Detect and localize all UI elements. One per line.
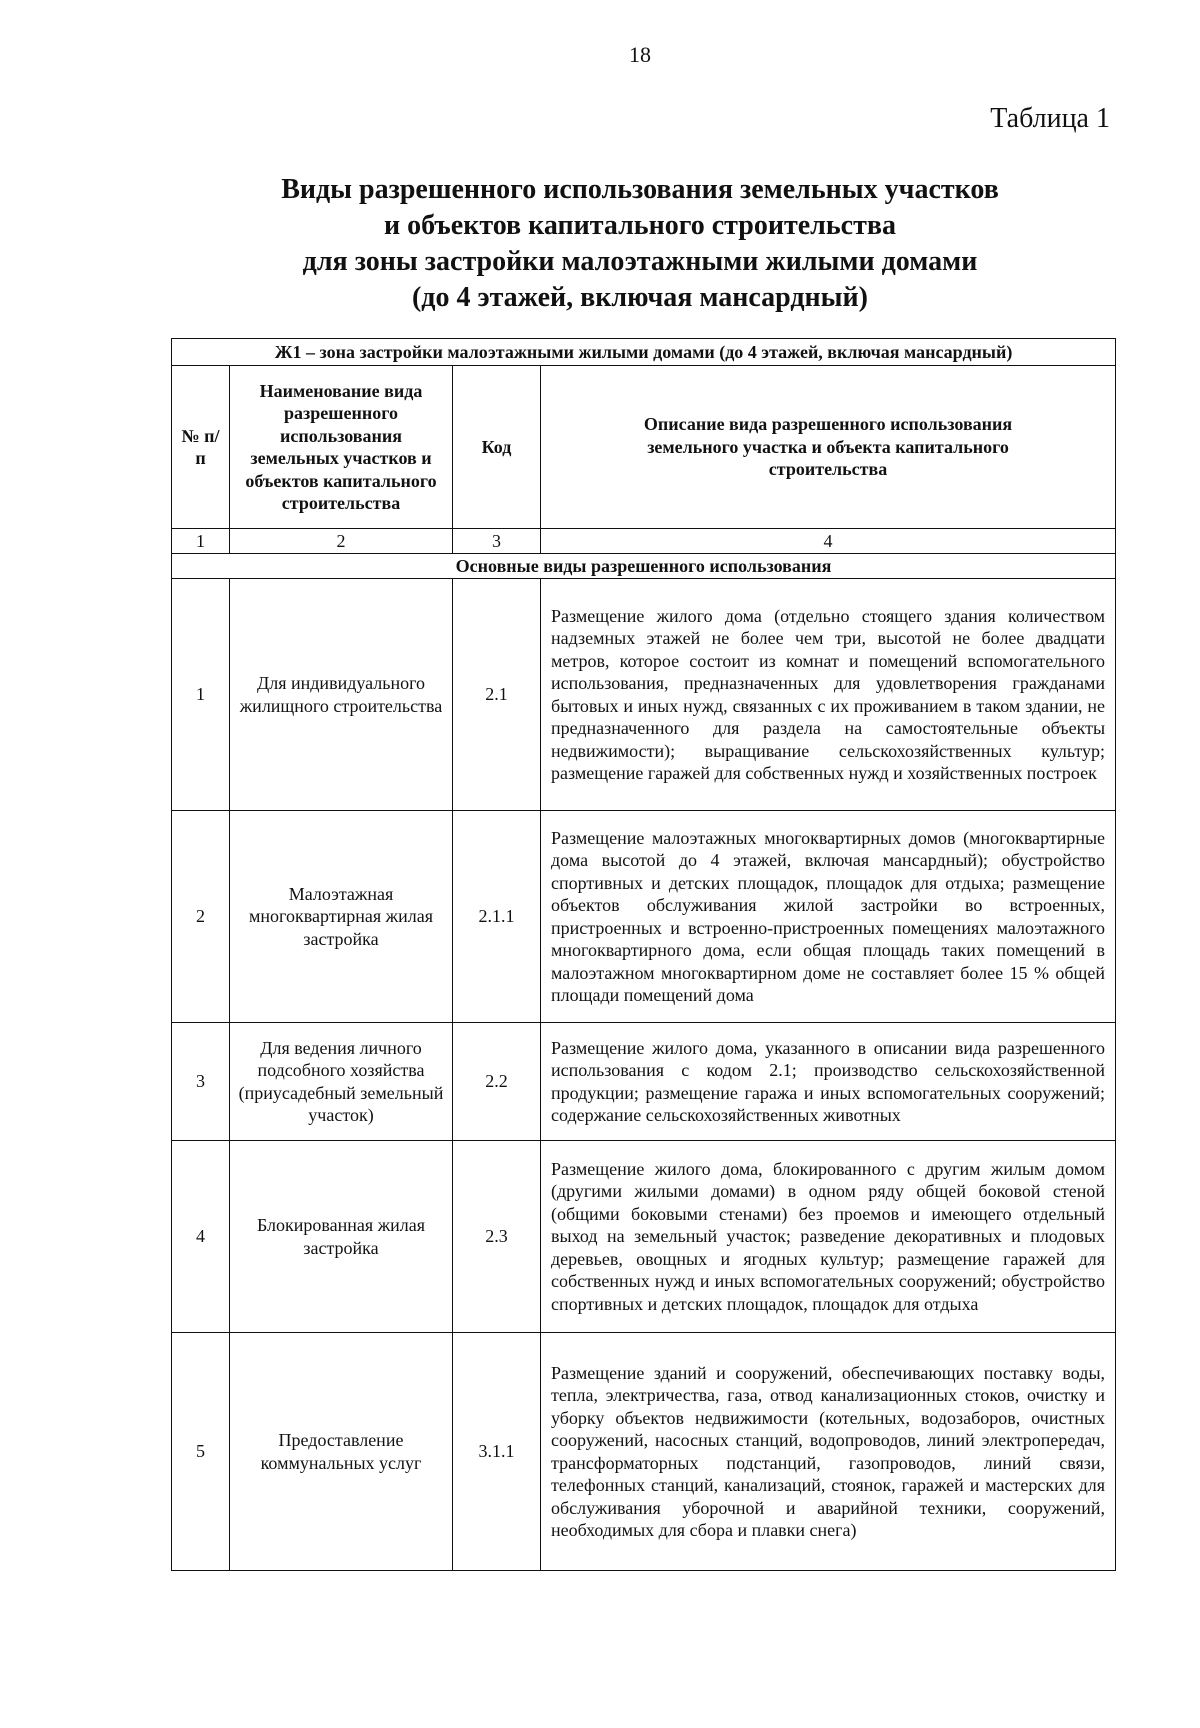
header-code: Код — [453, 366, 541, 529]
title-line: (до 4 этажей, включая мансардный) — [411, 282, 868, 313]
row-name: Предоставление коммунальных услуг — [230, 1333, 453, 1571]
row-num: 1 — [172, 579, 230, 811]
row-code: 2.3 — [453, 1141, 541, 1333]
row-name: Для ведения личного подсобного хозяйства (приусадебный земельный участок) — [230, 1023, 453, 1141]
column-number: 3 — [453, 529, 541, 554]
row-code: 2.1 — [453, 579, 541, 811]
table-row — [172, 1023, 1116, 1141]
column-header-row — [172, 366, 1116, 529]
row-description: Размещение зданий и сооружений, обеспечивающих поставку воды, тепла, электричества, газа, отвод канализационных стоков, очистку и уборку объектов недвижимости (котельных, водозаборов, очистных сооружений, насосных станций, водопроводов, линий электропередач, трансформаторных подстанций, газопроводов, линий связи, телефонных станций, канализаций, стоянок, гаражей и мастерских для обслуживания уборочной и аварийной техники, сооружений, необходимых для сбора и плавки снега) — [541, 1333, 1116, 1571]
row-num: 4 — [172, 1141, 230, 1333]
table-row — [172, 579, 1116, 811]
page-number: 18 — [629, 42, 651, 67]
header-description: Описание вида разрешенного использования земельного участка и объекта капитального строительства — [541, 366, 1116, 529]
row-description: Размещение малоэтажных многоквартирных домов (многоквартирные дома высотой до 4 этажей, включая мансардный); обустройство спортивных и детских площадок, площадок для отдыха; размещение объектов обслуживания жилой застройки во встроенных, пристроенных и встроенно-пристроенных помещениях малоэтажного многоквартирного дома, если общая площадь таких помещений в малоэтажном многоквартирном доме не составляет более 15 % общей площади помещений дома — [541, 811, 1116, 1023]
row-name: Малоэтажная многоквартирная жилая застройка — [230, 811, 453, 1023]
row-name: Блокированная жилая застройка — [230, 1141, 453, 1333]
land-use-table — [171, 338, 1116, 1571]
row-code: 3.1.1 — [453, 1333, 541, 1571]
table-row — [172, 1141, 1116, 1333]
table-label: Таблица 1 — [990, 103, 1110, 134]
column-number: 1 — [172, 529, 230, 554]
column-number: 2 — [230, 529, 453, 554]
row-description: Размещение жилого дома, блокированного с другим жилым домом (другими жилыми домами) в одном ряду общей боковой стеной (общими боковыми стенами) без проемов и имеющего отдельный выход на земельный участок; разведение декоративных и плодовых деревьев, овощных и ягодных культур; размещение гаражей для собственных нужд и иных вспомогательных сооружений; обустройство спортивных и детских площадок, площадок для отдыха — [541, 1141, 1116, 1333]
row-num: 3 — [172, 1023, 230, 1141]
section-title: Основные виды разрешенного использования — [172, 554, 1116, 579]
column-number: 4 — [541, 529, 1116, 554]
table-row — [172, 811, 1116, 1023]
row-code: 2.1.1 — [453, 811, 541, 1023]
row-name: Для индивидуального жилищного строительства — [230, 579, 453, 811]
header-name: Наименование вида разрешенного использования земельных участков и объектов капитального строительства — [230, 366, 453, 529]
section-row — [172, 554, 1116, 579]
column-number-row — [172, 529, 1116, 554]
row-num: 2 — [172, 811, 230, 1023]
zone-header: Ж1 – зона застройки малоэтажными жилыми домами (до 4 этажей, включая мансардный) — [172, 339, 1116, 366]
header-num: № п/п — [172, 366, 230, 529]
title-line: для зоны застройки малоэтажными жилыми домами — [302, 246, 978, 277]
row-num: 5 — [172, 1333, 230, 1571]
title-line: Виды разрешенного использования земельных участков — [281, 174, 999, 205]
table-row — [172, 1333, 1116, 1571]
title-line: и объектов капитального строительства — [384, 210, 896, 241]
row-description: Размещение жилого дома, указанного в описании вида разрешенного использования с кодом 2.1; производство сельскохозяйственной продукции; размещение гаража и иных вспомогательных сооружений; содержание сельскохозяйственных животных — [541, 1023, 1116, 1141]
document-title — [0, 172, 1200, 316]
zone-header-row — [172, 339, 1116, 366]
row-code: 2.2 — [453, 1023, 541, 1141]
row-description: Размещение жилого дома (отдельно стоящего здания количеством надземных этажей не более чем три, высотой не более двадцати метров, которое состоит из комнат и помещений вспомогательного использования, предназначенных для удовлетворения гражданами бытовых и иных нужд, связанных с их проживанием в таком здании, не предназначенного для раздела на самостоятельные объекты недвижимости); выращивание сельскохозяйственных культур; размещение гаражей для собственных нужд и хозяйственных построек — [541, 579, 1116, 811]
